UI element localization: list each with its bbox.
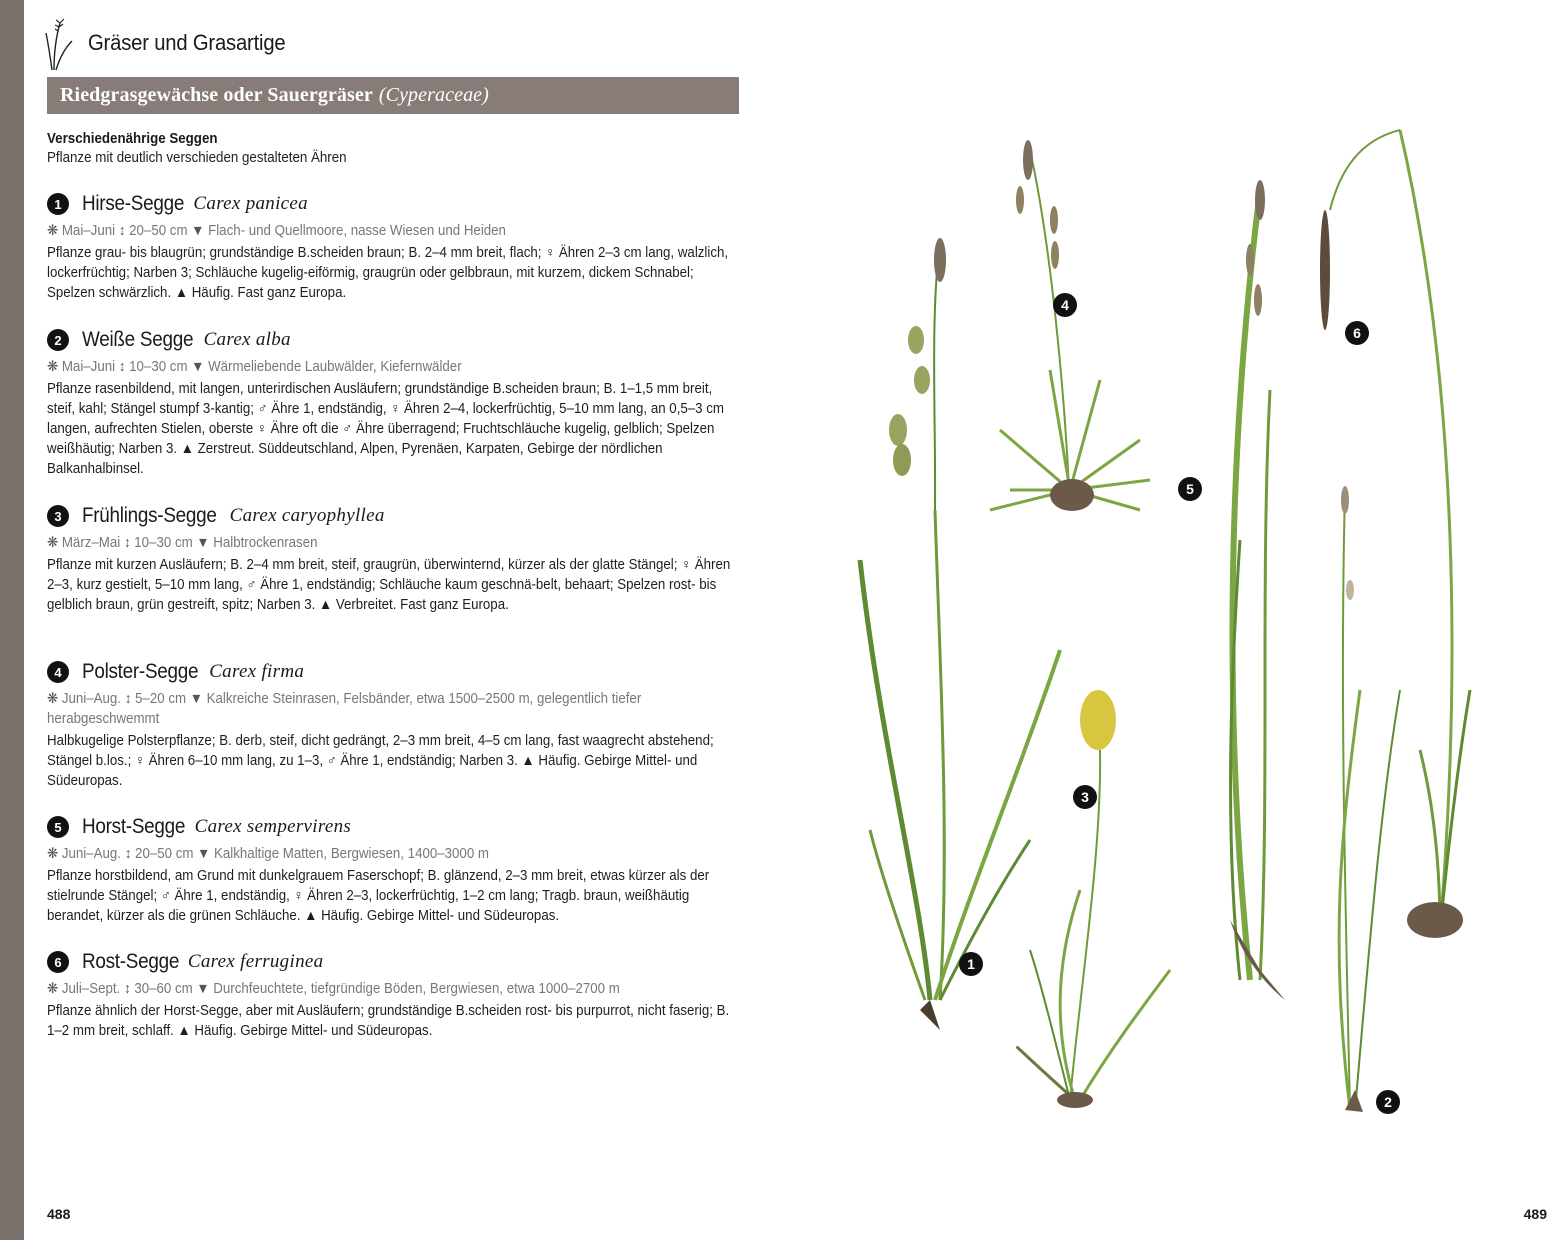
species-common-name: Weiße Segge xyxy=(82,328,194,351)
group-title: Verschiedenährige Seggen xyxy=(47,131,218,147)
habitat-icon: ▼ xyxy=(189,691,203,707)
bloom-icon: ❋ xyxy=(47,359,59,375)
height-icon: ↕ xyxy=(123,981,131,997)
species-entry xyxy=(47,948,757,1041)
chapter-title: Gräser und Grasartige xyxy=(88,30,286,55)
species-common-name: Horst-Segge xyxy=(82,815,186,838)
species-meta xyxy=(47,533,735,553)
plant-5-illustration xyxy=(1230,180,1285,1000)
plant-height: 20–50 cm xyxy=(129,223,188,239)
height-icon: ↕ xyxy=(123,535,131,551)
habitat: Wärmeliebende Laubwälder, Kiefernwälder xyxy=(208,359,462,375)
species-latin-name: Carex caryophyllea xyxy=(229,505,385,526)
height-icon: ↕ xyxy=(124,691,132,707)
habitat-icon: ▼ xyxy=(191,359,205,375)
plant-4-illustration xyxy=(990,140,1150,511)
species-entry xyxy=(47,190,757,303)
bloom-period: Juni–Aug. xyxy=(61,691,121,707)
species-number-badge: 4 xyxy=(47,661,69,683)
grass-icon xyxy=(44,15,74,71)
callout-4: 4 xyxy=(1053,293,1077,317)
bloom-period: Mai–Juni xyxy=(61,223,116,239)
family-name: Riedgrasgewächse oder Sauergräser xyxy=(60,84,373,106)
species-meta xyxy=(47,979,735,999)
species-description: Halbkugelige Polsterpflanze; B. derb, steif, dicht gedrängt, 2–3 mm breit, 4–5 cm lang, fast waagrecht abstehend; Stängel b.los.; ♀ Ähren 6–10 mm lang, zu 1–3, ♂ Ähre 1, endständig; Narben 3. ▲ Häufig. Gebirge Mittel- und Südeuropas. xyxy=(47,733,714,789)
species-description: Pflanze ähnlich der Horst-Segge, aber mit Ausläufern; grundständige B.scheiden rost- bis purpurrot, nicht faserig; B. 1–2 mm breit, schlaff. ▲ Häufig. Gebirge Mittel- und Südeuropas. xyxy=(47,1003,730,1039)
family-latin: (Cyperaceae) xyxy=(378,84,489,106)
plant-height: 10–30 cm xyxy=(134,535,193,551)
species-description: Pflanze grau- bis blaugrün; grundständige B.scheiden braun; B. 2–4 mm breit, flach; ♀ Ähren 2–3 cm lang, walzlich, lockerfrüchtig; Narben 3; Schläuche kugelig-eiförmig, graugrün oder gelbbraun, mit kurzem, dickem Schnabel; Spelzen schwärzlich. ▲ Häufig. Fast ganz Europa. xyxy=(47,245,729,301)
family-banner xyxy=(47,77,739,114)
height-icon: ↕ xyxy=(124,846,132,862)
species-common-name: Hirse-Segge xyxy=(82,192,185,215)
callout-2: 2 xyxy=(1376,1090,1400,1114)
page-number-left: 488 xyxy=(47,1206,71,1222)
bloom-icon: ❋ xyxy=(47,223,59,239)
species-meta xyxy=(47,844,735,864)
plant-height: 10–30 cm xyxy=(129,359,188,375)
sedge-illustration xyxy=(840,90,1540,1150)
plant-height: 5–20 cm xyxy=(135,691,187,707)
species-description: Pflanze rasenbildend, mit langen, unterirdischen Ausläufern; grundständige B.scheiden braun; B. 1–1,5 mm breit, steif, kahl; Stängel stumpf 3-kantig; ♂ Ähre 1, endständig, ♀ Ähren 2–4, lockerfrüchtig, 5–10 mm lang, an 0,5–3 cm langen, aufrechten Stielen, oberste ♀ Ähre oft die ♂ Ähre überragend; Fruchtschläuche kugelig, gelblich; Spelzen weißhäutig; Narben 3. ▲ Zerstreut. Süddeutschland, Alpen, Pyrenäen, Karpaten, Gebirge der nördlichen Balkanhalbinsel. xyxy=(47,381,724,477)
species-description: Pflanze mit kurzen Ausläufern; B. 2–4 mm breit, steif, graugrün, überwinternd, kürzer als der glatte Stängel; ♀ Ähren 2–3, kurz gestielt, 5–10 mm lang, ♂ Ähre 1, endständig; Schläuche kaum geschnä-belt, behaart; Spelzen rost- bis gelblich braun, grün gestreift, spitz; Narben 3. ▲ Verbreitet. Fast ganz Europa. xyxy=(47,557,731,613)
habitat: Halbtrockenrasen xyxy=(213,535,318,551)
species-latin-name: Carex firma xyxy=(209,661,305,682)
species-latin-name: Carex ferruginea xyxy=(187,951,324,972)
height-icon: ↕ xyxy=(118,223,126,239)
spine-bar xyxy=(0,0,24,1240)
height-icon: ↕ xyxy=(118,359,126,375)
species-common-name: Polster-Segge xyxy=(82,660,199,683)
species-meta xyxy=(47,357,735,377)
callout-5: 5 xyxy=(1178,477,1202,501)
bloom-icon: ❋ xyxy=(47,981,59,997)
species-latin-name: Carex alba xyxy=(203,329,291,350)
species-meta xyxy=(47,221,735,241)
species-common-name: Frühlings-Segge xyxy=(82,504,217,527)
species-number-badge: 3 xyxy=(47,505,69,527)
species-entry xyxy=(47,658,757,791)
callout-1: 1 xyxy=(959,952,983,976)
habitat: Kalkhaltige Matten, Bergwiesen, 1400–3000 m xyxy=(214,846,489,862)
bloom-icon: ❋ xyxy=(47,846,59,862)
habitat-icon: ▼ xyxy=(191,223,205,239)
species-entry xyxy=(47,502,757,615)
callout-3: 3 xyxy=(1073,785,1097,809)
habitat-icon: ▼ xyxy=(197,846,211,862)
bloom-period: Juli–Sept. xyxy=(61,981,121,997)
group-description: Pflanze mit deutlich verschieden gestalteten Ähren xyxy=(47,150,347,166)
species-latin-name: Carex panicea xyxy=(193,193,308,214)
plant-3-illustration xyxy=(1017,690,1170,1108)
habitat: Durchfeuchtete, tiefgründige Böden, Bergwiesen, etwa 1000–2700 m xyxy=(213,981,620,997)
plant-height: 30–60 cm xyxy=(134,981,193,997)
group-block xyxy=(47,130,747,168)
species-number-badge: 5 xyxy=(47,816,69,838)
species-entry xyxy=(47,326,757,479)
plant-1-illustration xyxy=(860,238,1060,1030)
species-meta xyxy=(47,689,735,729)
page-number-right: 489 xyxy=(1523,1206,1547,1222)
bloom-icon: ❋ xyxy=(47,691,59,707)
species-entry xyxy=(47,813,757,926)
bloom-icon: ❋ xyxy=(47,535,59,551)
species-common-name: Rost-Segge xyxy=(82,950,180,973)
habitat: Kalkreiche Steinrasen, Felsbänder, etwa 1500–2500 m, gelegentlich tiefer herabgeschwemmt xyxy=(47,691,642,727)
habitat-icon: ▼ xyxy=(196,981,210,997)
habitat-icon: ▼ xyxy=(196,535,210,551)
bloom-period: März–Mai xyxy=(61,535,121,551)
plant-height: 20–50 cm xyxy=(135,846,194,862)
callout-6: 6 xyxy=(1345,321,1369,345)
chapter-header xyxy=(44,14,303,72)
species-number-badge: 2 xyxy=(47,329,69,351)
habitat: Flach- und Quellmoore, nasse Wiesen und Heiden xyxy=(208,223,506,239)
bloom-period: Mai–Juni xyxy=(61,359,116,375)
species-description: Pflanze horstbildend, am Grund mit dunkelgrauem Faserschopf; B. glänzend, 2–3 mm breit, etwas kürzer als der stielrunde Stängel; ♂ Ähre 1, endständig, ♀ Ähren 2–3, lockerfrüchtig, 1–2 cm lang; Tragb. braun, weißhäutig berandet, kürzer als die grünen Schläuche. ▲ Häufig. Gebirge Mittel- und Südeuropas. xyxy=(47,868,710,924)
plant-2-illustration xyxy=(1339,486,1400,1112)
species-number-badge: 1 xyxy=(47,193,69,215)
bloom-period: Juni–Aug. xyxy=(61,846,121,862)
species-latin-name: Carex sempervirens xyxy=(194,816,352,837)
species-number-badge: 6 xyxy=(47,951,69,973)
plant-6-illustration xyxy=(1320,130,1470,938)
